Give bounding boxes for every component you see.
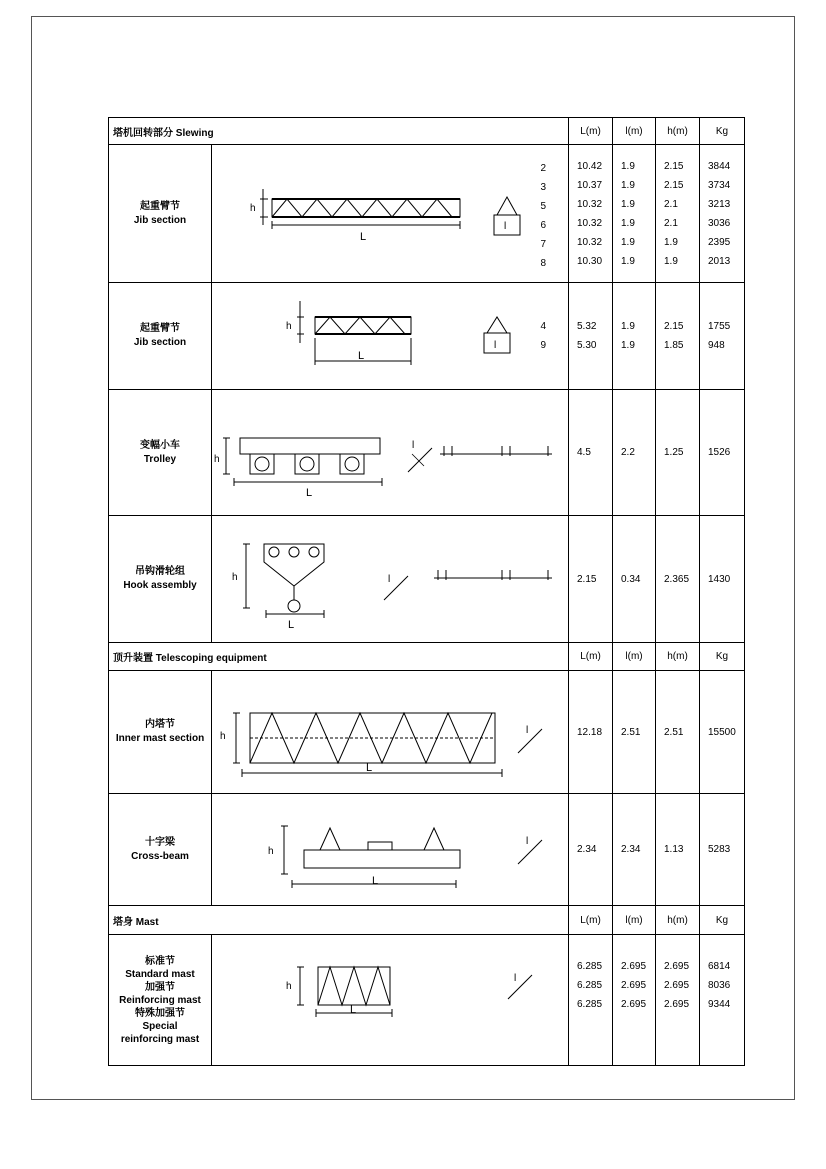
cell-kg-inner-mast: 15500: [700, 671, 745, 794]
component-name-mast: 标准节 Standard mast 加强节 Reinforcing mast 特殊加强节 Special reinforcing mast: [109, 935, 212, 1066]
cell-l-jib-2: 1.9 1.9: [613, 283, 656, 390]
variant-index: 4: [540, 321, 546, 332]
mast-section-diagram: [212, 935, 569, 1065]
cell-kg-jib-1: 3844 3734 3213 3036 2395 2013: [700, 145, 745, 283]
slewing-header-row: [109, 118, 745, 145]
variant-index: 9: [540, 340, 546, 351]
component-name-inner-mast: 内塔节 Inner mast section: [109, 671, 212, 794]
cell-l-hook: 0.34: [613, 516, 656, 643]
cell-L-mast: 6.285 6.285 6.285: [569, 935, 613, 1066]
col-header-L: L(m): [569, 118, 613, 145]
jib-truss-diagram: [212, 145, 569, 282]
cell-kg-mast: 6814 8036 9344: [700, 935, 745, 1066]
col-header-kg: Kg: [700, 643, 745, 671]
cell-h-cross-beam: 1.13: [656, 794, 700, 906]
table-row-inner-mast: [109, 671, 745, 794]
cell-l-jib-1: 1.9 1.9 1.9 1.9 1.9 1.9: [613, 145, 656, 283]
table-row-jib-section-1: [109, 145, 745, 283]
cell-h-jib-1: 2.15 2.15 2.1 2.1 1.9 1.9: [656, 145, 700, 283]
col-header-h: h(m): [656, 906, 700, 935]
cell-L-hook: 2.15: [569, 516, 613, 643]
dim-label-h: h: [250, 203, 256, 214]
cell-l-cross-beam: 2.34: [613, 794, 656, 906]
cell-L-cross-beam: 2.34: [569, 794, 613, 906]
section-title-slewing: 塔机回转部分 Slewing: [109, 118, 569, 145]
hook-assembly-diagram: [212, 516, 569, 642]
cell-h-mast: 2.695 2.695 2.695: [656, 935, 700, 1066]
dim-label-l: l: [514, 973, 517, 984]
dim-label-l: l: [388, 574, 391, 585]
cell-l-inner-mast: 2.51: [613, 671, 656, 794]
col-header-kg: Kg: [700, 118, 745, 145]
col-header-l: l(m): [613, 906, 656, 935]
cell-kg-cross-beam: 5283: [700, 794, 745, 906]
component-name-hook: 吊钩滑轮组 Hook assembly: [109, 516, 212, 643]
cell-kg-trolley: 1526: [700, 390, 745, 516]
telescoping-header-row: [109, 643, 745, 671]
col-header-L: L(m): [569, 643, 613, 671]
jib-section-drawing: [212, 145, 569, 283]
variant-index: 2: [540, 163, 546, 174]
cell-L-trolley: 4.5: [569, 390, 613, 516]
variant-index: 8: [540, 258, 546, 269]
cross-beam-drawing: [212, 794, 569, 906]
dim-label-L: L: [306, 487, 313, 499]
hook-assembly-drawing: [212, 516, 569, 643]
variant-index: 5: [540, 201, 546, 212]
variant-index: 7: [540, 239, 546, 250]
dim-label-l: l: [526, 836, 529, 847]
table-row-cross-beam: [109, 794, 745, 906]
cell-h-hook: 2.365: [656, 516, 700, 643]
dim-label-h: h: [214, 454, 220, 465]
dim-label-L: L: [350, 1004, 357, 1016]
dim-label-l: l: [494, 340, 497, 351]
table-row-hook-assembly: [109, 516, 745, 643]
cell-h-jib-2: 2.15 1.85: [656, 283, 700, 390]
dim-label-h: h: [268, 846, 274, 857]
cell-kg-hook: 1430: [700, 516, 745, 643]
mast-drawing: [212, 935, 569, 1066]
cell-L-jib-1: 10.42 10.37 10.32 10.32 10.32 10.30: [569, 145, 613, 283]
col-header-h: h(m): [656, 643, 700, 671]
dim-label-l: l: [412, 440, 415, 451]
dim-label-h: h: [286, 981, 292, 992]
cross-beam-diagram: [212, 794, 569, 905]
cell-l-trolley: 2.2: [613, 390, 656, 516]
component-name-jib-2: 起重臂节 Jib section: [109, 283, 212, 390]
table-row-trolley: [109, 390, 745, 516]
trolley-drawing: [212, 390, 569, 516]
dim-label-L: L: [288, 619, 295, 631]
dim-label-L: L: [358, 350, 365, 362]
trolley-diagram: [212, 390, 569, 515]
dim-label-L: L: [372, 875, 379, 887]
component-name-trolley: 变幅小车 Trolley: [109, 390, 212, 516]
variant-index: 6: [540, 220, 546, 231]
col-header-h: h(m): [656, 118, 700, 145]
component-name-cross-beam: 十字梁 Cross-beam: [109, 794, 212, 906]
section-title-mast: 塔身 Mast: [109, 906, 569, 935]
cell-h-inner-mast: 2.51: [656, 671, 700, 794]
dim-label-L: L: [366, 762, 373, 774]
variant-index: 3: [540, 182, 546, 193]
section-title-telescoping: 顶升装置 Telescoping equipment: [109, 643, 569, 671]
cell-kg-jib-2: 1755 948: [700, 283, 745, 390]
dim-label-h: h: [232, 572, 238, 583]
inner-mast-drawing: [212, 671, 569, 794]
cell-L-jib-2: 5.32 5.30: [569, 283, 613, 390]
table-row-jib-section-2: [109, 283, 745, 390]
cell-L-inner-mast: 12.18: [569, 671, 613, 794]
cell-h-trolley: 1.25: [656, 390, 700, 516]
component-spec-table: [108, 117, 745, 1066]
col-header-L: L(m): [569, 906, 613, 935]
table-row-mast: [109, 935, 745, 1066]
dim-label-l: l: [504, 221, 507, 232]
short-jib-drawing: [212, 283, 569, 390]
short-jib-truss-diagram: [212, 283, 569, 389]
col-header-kg: Kg: [700, 906, 745, 935]
mast-header-row: [109, 906, 745, 935]
dim-label-h: h: [220, 731, 226, 742]
component-name-jib-1: 起重臂节 Jib section: [109, 145, 212, 283]
dim-label-l: l: [526, 725, 529, 736]
dim-label-L: L: [360, 231, 367, 243]
cell-l-mast: 2.695 2.695 2.695: [613, 935, 656, 1066]
col-header-l: l(m): [613, 118, 656, 145]
inner-mast-diagram: [212, 671, 569, 793]
dim-label-h: h: [286, 321, 292, 332]
col-header-l: l(m): [613, 643, 656, 671]
